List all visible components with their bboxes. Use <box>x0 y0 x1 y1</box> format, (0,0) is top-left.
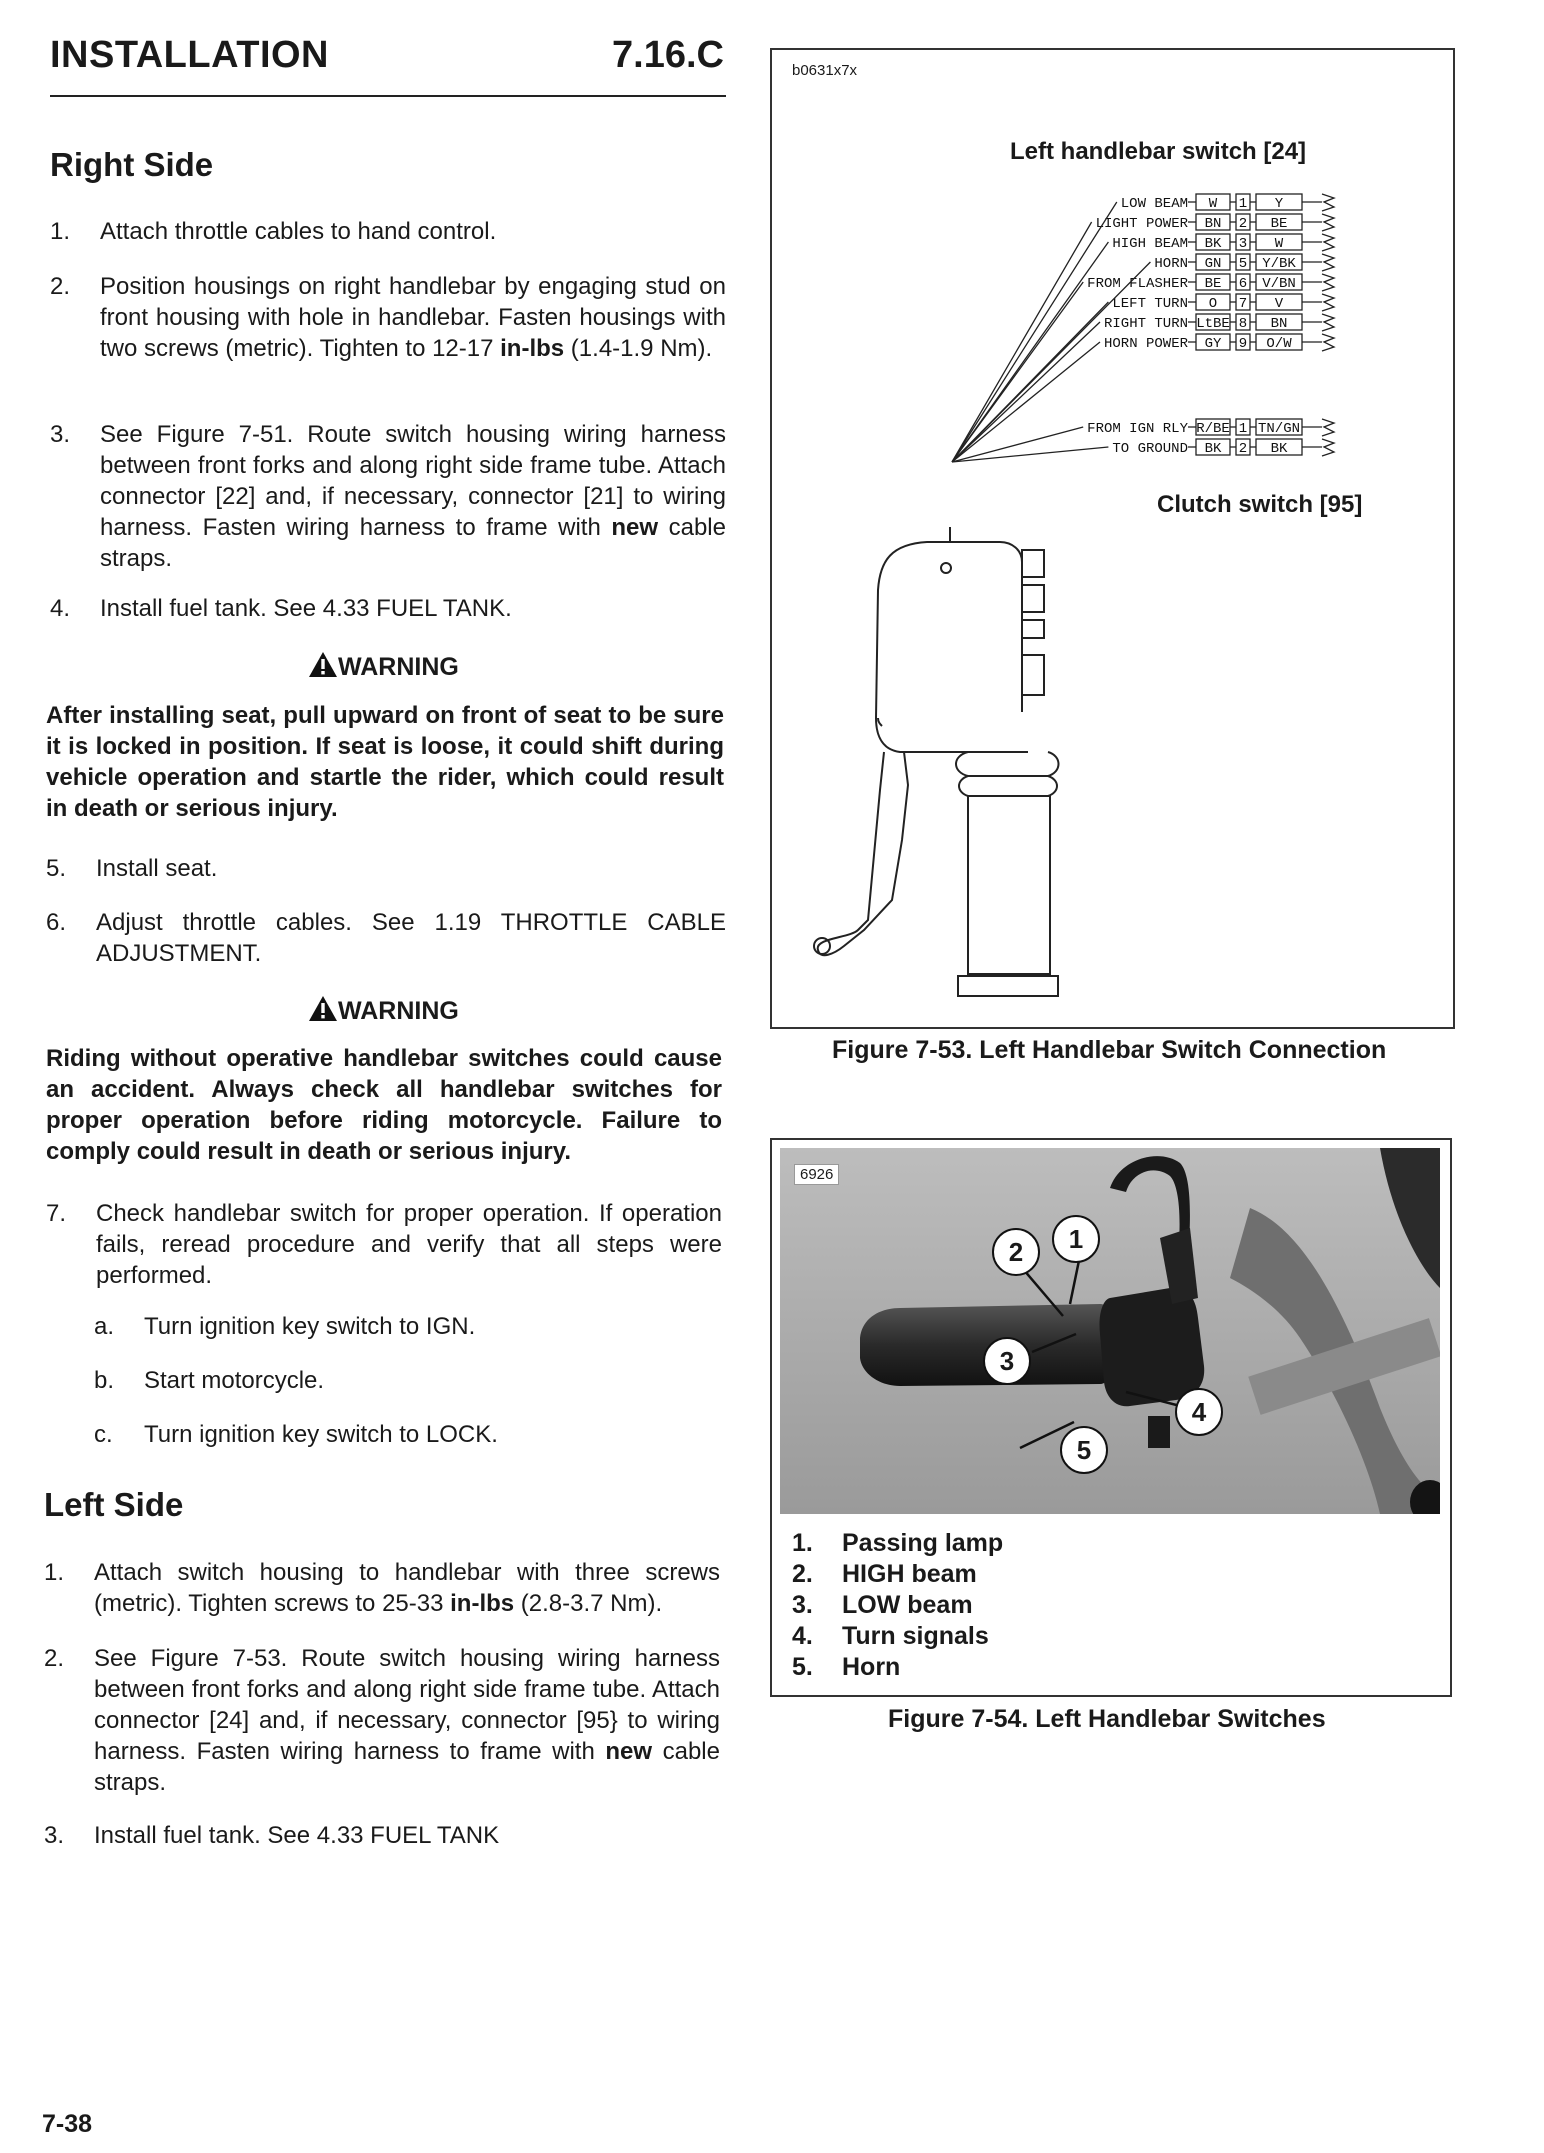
wire-label: LOW BEAM <box>1120 196 1188 212</box>
callout-3: 3 <box>983 1337 1031 1385</box>
harness-wire <box>952 447 1108 462</box>
wire-label: FROM FLASHER <box>1087 276 1188 292</box>
warning-1-label: WARNING <box>308 651 459 682</box>
wire-label: HIGH BEAM <box>1112 236 1188 252</box>
step-text: See Figure 7-53. Route switch housing wiring harness between front forks and along right side frame tube. Attach connector [24] and, if necessary, connector [95} to wiring harness. Fasten wiring harness to frame with new cable straps. <box>94 1645 720 1796</box>
pin-number: 8 <box>1238 316 1248 332</box>
step-number: 3. <box>44 1822 65 1849</box>
figure-7-53 <box>770 48 1455 1029</box>
step-number: 1. <box>50 218 71 245</box>
wire-color: BK <box>1204 441 1222 457</box>
pin-number: 5 <box>1238 256 1248 272</box>
warning-triangle-icon <box>308 995 338 1022</box>
page-number: 7-38 <box>42 2110 93 2138</box>
wire-break <box>1322 314 1334 331</box>
wire-break <box>1322 254 1334 271</box>
pin-number: 7 <box>1238 296 1248 312</box>
step-text: Attach throttle cables to hand control. <box>100 218 497 245</box>
callout-2: 2 <box>992 1228 1040 1276</box>
callout-4: 4 <box>1175 1388 1223 1436</box>
switch-title: Left handlebar switch [24] <box>1010 138 1307 165</box>
warning-2-label: WARNING <box>308 995 459 1026</box>
wire-label: TO GROUND <box>1112 441 1188 457</box>
pin-number: 2 <box>1238 216 1248 232</box>
out-color: BK <box>1270 441 1288 457</box>
substep-letter: a. <box>94 1313 115 1340</box>
pin-number: 9 <box>1238 336 1248 352</box>
right-side-heading: Right Side <box>50 146 214 183</box>
step-number: 6. <box>46 909 67 936</box>
harness-wire <box>952 427 1083 462</box>
wire-color: GY <box>1204 336 1222 352</box>
harness-wire <box>952 322 1100 462</box>
wire-color: LtBE <box>1196 316 1230 332</box>
step-text: Install fuel tank. See 4.33 FUEL TANK. <box>100 595 512 622</box>
wire-color: R/BE <box>1196 421 1230 437</box>
warning-triangle-icon <box>308 651 338 678</box>
substep-text: Turn ignition key switch to IGN. <box>144 1313 476 1340</box>
wire-break <box>1322 419 1334 436</box>
step-text: Attach switch housing to handlebar with three screws (metric). Tighten screws to 25-33 in-lbs (2.8-3.7 Nm). <box>94 1559 720 1617</box>
harness-wire <box>952 302 1108 462</box>
substep-text: Start motorcycle. <box>144 1367 325 1394</box>
figure-id: 6926 <box>794 1164 839 1185</box>
out-color: TN/GN <box>1257 421 1301 437</box>
out-color: BE <box>1270 216 1288 232</box>
step-number: 5. <box>46 855 67 882</box>
wire-color: GN <box>1204 256 1222 272</box>
page-header-section: 7.16.C <box>612 34 724 76</box>
substep-text: Turn ignition key switch to LOCK. <box>144 1421 498 1448</box>
wire-break <box>1322 334 1334 351</box>
switch-housing-drawing <box>814 527 1059 996</box>
wire-break <box>1322 439 1334 456</box>
pin-number: 1 <box>1238 421 1248 437</box>
wire-label: LEFT TURN <box>1112 296 1188 312</box>
warning-1-text: After installing seat, pull upward on front of seat to be sure it is locked in position. If seat is loose, it could shift during vehicle operation and startle the rider, which could result in death or serious injury. <box>46 702 724 822</box>
step-number: 7. <box>46 1200 67 1227</box>
handlebar-photo <box>780 1148 1440 1514</box>
figure-legend: 1. Passing lamp 2. HIGH beam 3. LOW beam 4. Turn signals 5. Horn <box>792 1529 1004 1681</box>
pin-number: 3 <box>1238 236 1248 252</box>
wire-label: HORN <box>1154 256 1188 272</box>
step-text: Adjust throttle cables. See 1.19 THROTTLE CABLE ADJUSTMENT. <box>96 909 726 967</box>
clutch-switch-title: Clutch switch [95] <box>1157 491 1363 518</box>
step-text: Position housings on right handlebar by engaging stud on front housing with hole in handlebar. Fasten housings with two screws (metric). Tighten to 12-17 in-lbs (1.4-1.9 Nm). <box>100 273 726 362</box>
out-color: V <box>1274 296 1284 312</box>
wire-color: W <box>1208 196 1218 212</box>
step-text: Install seat. <box>96 855 218 882</box>
wire-break <box>1322 294 1334 311</box>
step-number: 1. <box>44 1559 65 1586</box>
out-color: V/BN <box>1262 276 1296 292</box>
wire-label: HORN POWER <box>1103 336 1188 352</box>
step-number: 3. <box>50 421 71 448</box>
wire-color: BE <box>1204 276 1222 292</box>
wire-color: O <box>1208 296 1218 312</box>
wire-break <box>1322 214 1334 231</box>
header-rule <box>50 95 726 97</box>
step-text: Install fuel tank. See 4.33 FUEL TANK <box>94 1822 500 1849</box>
wire-color: BK <box>1204 236 1222 252</box>
step-text: See Figure 7-51. Route switch housing wiring harness between front forks and along right side frame tube. Attach connector [22] and, if necessary, connector [21] to wiring harness. Fasten wiring harness to frame with new cable straps. <box>100 421 726 572</box>
page-header-title: INSTALLATION <box>50 34 329 76</box>
out-color: Y <box>1274 196 1284 212</box>
callout-5: 5 <box>1060 1426 1108 1474</box>
wire-label: LIGHT POWER <box>1095 216 1188 232</box>
out-color: Y/BK <box>1262 256 1296 272</box>
figure-id: b0631x7x <box>792 62 858 79</box>
out-color: O/W <box>1266 336 1292 352</box>
wire-break <box>1322 274 1334 291</box>
figure-7-54 <box>770 1138 1452 1697</box>
substep-letter: c. <box>94 1421 113 1448</box>
step-number: 4. <box>50 595 71 622</box>
left-side-heading: Left Side <box>44 1486 184 1523</box>
pin-number: 1 <box>1238 196 1248 212</box>
callout-1: 1 <box>1052 1215 1100 1263</box>
wire-label: FROM IGN RLY <box>1087 421 1188 437</box>
figure-7-53-caption: Figure 7-53. Left Handlebar Switch Connection <box>832 1036 1387 1064</box>
step-text: Check handlebar switch for proper operation. If operation fails, reread procedure and verify that all steps were performed. <box>96 1200 722 1289</box>
out-color: BN <box>1270 316 1288 332</box>
substep-letter: b. <box>94 1367 115 1394</box>
wire-color: BN <box>1204 216 1222 232</box>
pin-number: 2 <box>1238 441 1248 457</box>
wire-label: RIGHT TURN <box>1103 316 1188 332</box>
wiring-diagram <box>772 50 1453 1027</box>
wire-break <box>1322 234 1334 251</box>
warning-2-text: Riding without operative handlebar switches could cause an accident. Always check all handlebar switches for proper operation before riding motorcycle. Failure to comply could result in death or serious injury. <box>46 1045 722 1165</box>
wire-break <box>1322 194 1334 211</box>
step-number: 2. <box>44 1645 65 1672</box>
pin-number: 6 <box>1238 276 1248 292</box>
step-number: 2. <box>50 273 71 300</box>
figure-7-54-caption: Figure 7-54. Left Handlebar Switches <box>888 1705 1326 1733</box>
out-color: W <box>1274 236 1284 252</box>
